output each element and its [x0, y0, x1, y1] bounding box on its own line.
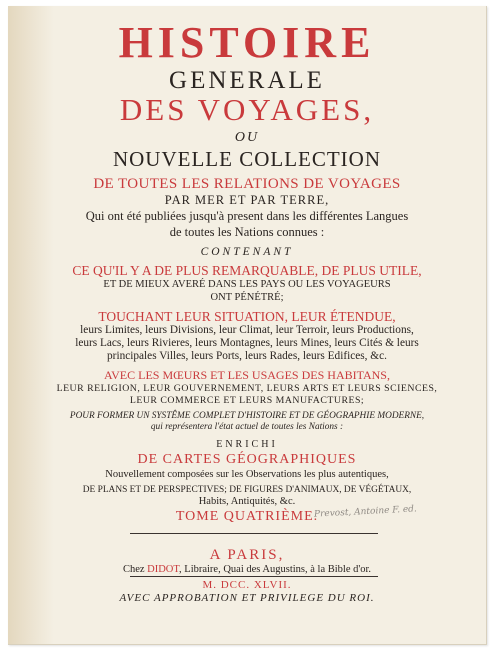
imprint-privilege: AVEC APPROBATION ET PRIVILEGE DU ROI. — [119, 592, 375, 604]
line-composees: Nouvellement composées sur les Observations les plus autentiques, — [105, 469, 389, 480]
line-mer-terre: PAR MER ET PAR TERRE, — [164, 193, 330, 207]
line-cartes: DE CARTES GÉOGRAPHIQUES — [137, 452, 357, 467]
title-page — [8, 6, 487, 645]
handwritten-annotation: Prevost, Antoine F. ed. — [313, 504, 418, 520]
line-villes: principales Villes, leurs Ports, leurs Rades, leurs Edifices, &c. — [107, 350, 387, 362]
title-ou: OU — [234, 130, 260, 145]
line-commerce: LEUR COMMERCE ET LEURS MANUFACTURES; — [129, 395, 365, 406]
imprint-printer — [8, 564, 486, 576]
title-des-voyages: DES VOYAGES, — [119, 92, 375, 127]
line-limites: leurs Limites, leurs Divisions, leur Climat, leur Terroir, leurs Productions, — [80, 324, 414, 336]
line-lacs: leurs Lacs, leurs Rivieres, leurs Montagnes, leurs Mines, leurs Cités & leurs — [75, 337, 419, 349]
line-relations: DE TOUTES LES RELATIONS DE VOYAGES — [93, 176, 401, 192]
subtitle-nouvelle-collection: NOUVELLE COLLECTION — [112, 147, 382, 171]
line-avere: ET DE MIEUX AVERÉ DANS LES PAYS OU LES VOYAGEURS — [103, 279, 391, 290]
line-etat: qui représentera l'état actuel de toutes les Nations : — [150, 422, 344, 432]
heading-enrichi: ENRICHI — [216, 439, 278, 450]
heading-contenant: CONTENANT — [200, 246, 294, 258]
line-remarquable: CE QU'IL Y A DE PLUS REMARQUABLE, DE PLUS UTILE, — [72, 263, 422, 278]
title-generale: GENERALE — [169, 67, 325, 94]
printer-name: DIDOT — [147, 564, 180, 575]
line-publiees: Qui ont été publiées jusqu'à present dans les différentes Langues — [85, 209, 409, 223]
title-histoire: HISTOIRE — [118, 18, 376, 67]
rule-bottom — [130, 576, 378, 577]
line-penetre: ONT PÉNÉTRÉ; — [210, 292, 284, 303]
line-plans: DE PLANS ET DE PERSPECTIVES; DE FIGURES D'ANIMAUX, DE VÉGÉTAUX, — [82, 485, 412, 495]
tome-label: TOME QUATRIÈME. — [175, 509, 319, 524]
line-nations: de toutes les Nations connues : — [169, 225, 325, 239]
printer-address: , Libraire, Quai des Augustins, à la Bible d'or. — [179, 564, 372, 575]
line-systeme: POUR FORMER UN SYSTÊME COMPLET D'HISTOIRE ET DE GÉOGRAPHIE MODERNE, — [69, 411, 425, 421]
imprint-year: M. DCC. XLVII. — [202, 579, 292, 591]
rule-top — [130, 533, 378, 534]
line-situation: TOUCHANT LEUR SITUATION, LEUR ÉTENDUE, — [98, 309, 396, 324]
line-religion: LEUR RELIGION, LEUR GOUVERNEMENT, LEURS ARTS ET LEURS SCIENCES, — [56, 383, 438, 394]
line-habits: Habits, Antiquités, &c. — [198, 496, 296, 507]
printer-chez: Chez — [122, 564, 148, 575]
imprint-place: A PARIS, — [209, 547, 285, 563]
line-moeurs: AVEC LES MŒURS ET LES USAGES DES HABITANS, — [104, 368, 390, 382]
